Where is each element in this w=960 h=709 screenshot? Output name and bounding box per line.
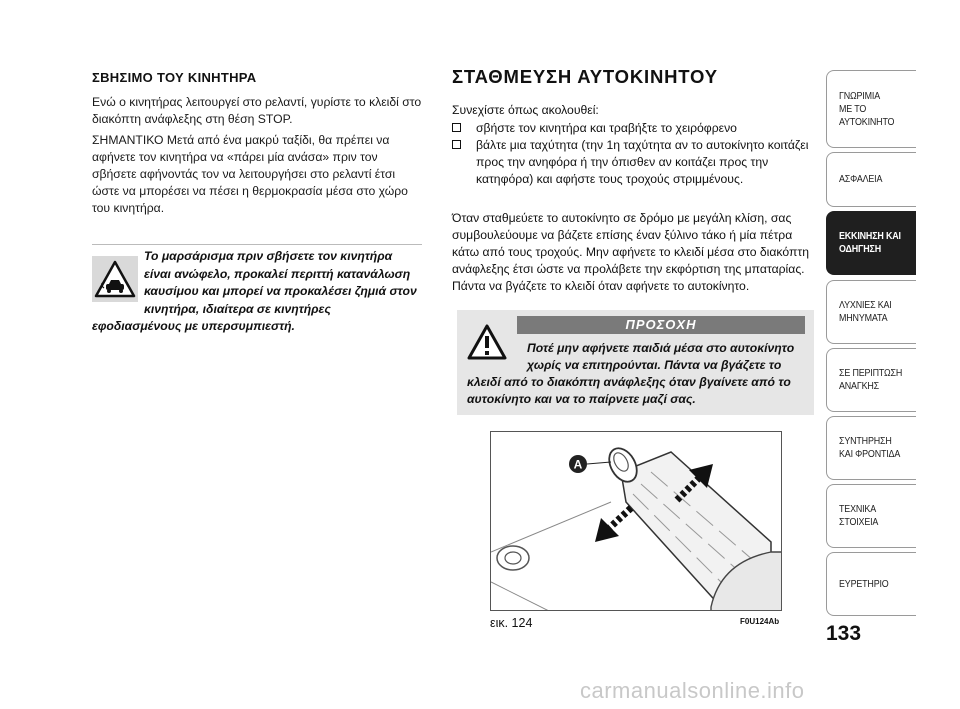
list-item: σβήστε τον κινητήρα και τραβήξτε το χειρόφρενο [452, 120, 814, 137]
checkbox-bullet-icon [452, 123, 461, 132]
warning-header: ΠΡΟΣΟΧΗ [517, 316, 805, 334]
warning-text: Ποτέ μην αφήνετε παιδιά μέσα στο αυτοκίνητο χωρίς να επιτηρούνται. Πάντα να βγάζετε το κλειδί από το διακόπτη ανάφλεξης όταν βγαίνετε από το αυτοκίνητο και να το παίρνετε μαζί σας. [467, 341, 795, 406]
eco-note-box [92, 248, 422, 338]
section-heading-engine-stop: ΣΒΗΣΙΜΟ ΤΟΥ ΚΙΝΗΤΗΡΑ [92, 70, 257, 85]
parking-intro: Συνεχίστε όπως ακολουθεί: [452, 103, 599, 117]
paragraph-engine-stop: Ενώ ο κινητήρας λειτουργεί στο ρελαντί, γυρίστε το κλειδί στο διακόπτη ανάφλεξης στη θέση STOP. [92, 95, 422, 126]
svg-text:A: A [573, 457, 583, 472]
list-item: βάλτε μια ταχύτητα (την 1η ταχύτητα αν το αυτοκίνητο κοιτάζει προς την ανηφόρα ή την όπισθεν αν κοιτάζει προς την κατηφόρα) και αφήστε τους τροχούς στριμμένους. [452, 137, 814, 188]
tab-emergency[interactable]: ΣΕ ΠΕΡΙΠΤΩΣΗ ΑΝΑΓΚΗΣ [826, 348, 916, 412]
tab-warning-lights[interactable]: ΛΥΧΝΙΕΣ ΚΑΙ ΜΗΝΥΜΑΤΑ [826, 280, 916, 344]
tab-starting-driving[interactable]: ΕΚΚΙΝΗΣΗ ΚΑΙ ΟΔΗΓΗΣΗ [826, 211, 916, 275]
figure-code: F0U124Ab [740, 617, 780, 626]
watermark: carmanualsonline.info [580, 678, 805, 703]
tab-maintenance[interactable]: ΣΥΝΤΗΡΗΣΗ ΚΑΙ ΦΡΟΝΤΙΔΑ [826, 416, 916, 480]
warning-box [457, 310, 814, 415]
checkbox-bullet-icon [452, 140, 461, 149]
tab-index[interactable]: ΕΥΡΕΤΗΡΙΟ [826, 552, 916, 616]
page-number: 133 [826, 622, 862, 645]
paragraph-parking-slope: Όταν σταθμεύετε το αυτοκίνητο σε δρόμο με μεγάλη κλίση, σας συμβουλεύουμε να βάζετε επίσης έναν ξύλινο τάκο ή μία πέτρα κάτω από τους τροχούς. Μην αφήνετε το κλειδί μέσα στο διακόπτη ανάφλεξης έτσι ώστε να προλάβετε την εκφόρτιση της μπαταρίας. Πάντα να βγάζετε το κλειδί όταν αφήνετε το αυτοκίνητο. [452, 211, 809, 293]
tab-safety[interactable]: ΑΣΦΑΛΕΙΑ [826, 152, 916, 207]
page-title: ΣΤΑΘΜΕΥΣΗ ΑΥΤΟΚΙΝΗΤΟΥ [452, 66, 718, 87]
handbrake-illustration [491, 432, 782, 611]
divider [92, 244, 422, 245]
figure-handbrake [490, 431, 782, 611]
tab-getting-to-know[interactable]: ΓΝΩΡΙΜΙΑ ΜΕ ΤΟ ΑΥΤΟΚΙΝΗΤΟ [826, 70, 916, 148]
eco-note-text: Το μαρσάρισμα πριν σβήσετε τον κινητήρα είναι ανώφελο, προκαλεί περιττή κατανάλωση καυσίμου και μπορεί να προκαλέσει ζημιά στον κινητήρα, ιδιαίτερα σε κινητήρες εφοδιασμένους με υπερσυμπιεστή. [92, 249, 417, 333]
figure-caption: εικ. 124 [490, 616, 533, 630]
paragraph-important-note: ΣΗΜΑΝΤΙΚΟ Μετά από ένα μακρύ ταξίδι, θα πρέπει να αφήνετε τον κινητήρα να «πάρει μία ανάσα» πριν τον σβήσετε αφήνοντάς τον να λειτουργήσει στο ρελαντί έτσι ώστε να μπορέσει να πέσει η θερμοκρασία μέσα στο χώρο του κινητήρα. [92, 133, 408, 215]
tab-technical-data[interactable]: ΤΕΧΝΙΚΑ ΣΤΟΙΧΕΙΑ [826, 484, 916, 548]
